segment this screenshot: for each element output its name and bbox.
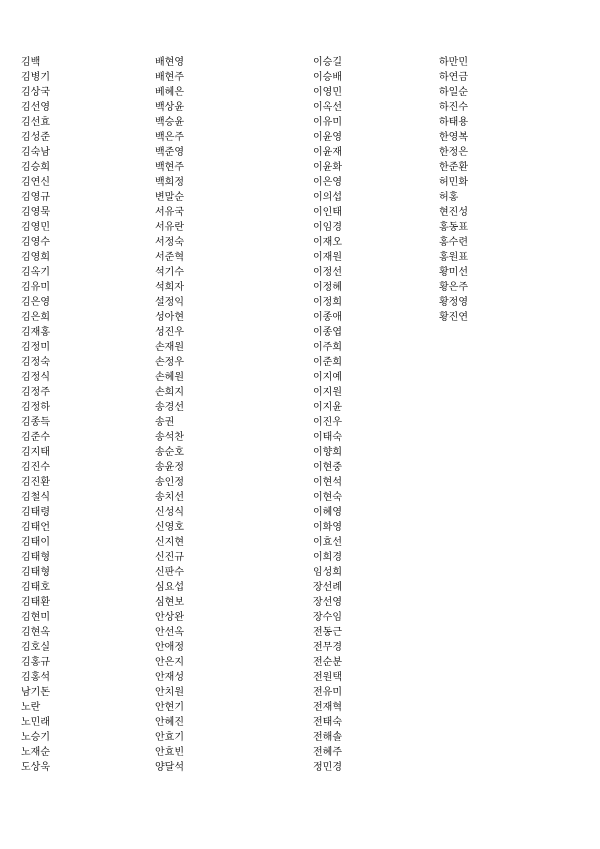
name-entry: 이화영 — [313, 522, 342, 533]
name-entry: 안은지 — [155, 657, 184, 668]
name-entry: 노승기 — [21, 732, 50, 743]
name-entry: 석희자 — [155, 282, 184, 293]
name-entry: 하진수 — [439, 102, 468, 113]
name-entry: 이현숙 — [313, 492, 342, 503]
name-entry: 송치선 — [155, 492, 184, 503]
name-entry: 이윤화 — [313, 162, 342, 173]
name-entry: 송권 — [155, 417, 175, 428]
name-entry: 김태이 — [21, 537, 50, 548]
name-entry: 전동근 — [313, 627, 342, 638]
name-entry: 김은영 — [21, 297, 50, 308]
name-entry: 김태환 — [21, 597, 50, 608]
name-entry: 김상국 — [21, 87, 50, 98]
name-entry: 전유미 — [313, 687, 342, 698]
name-entry: 안치원 — [155, 687, 184, 698]
name-entry: 안선옥 — [155, 627, 184, 638]
name-entry: 백승윤 — [155, 117, 184, 128]
name-entry: 장선영 — [313, 597, 342, 608]
name-entry: 이윤재 — [313, 147, 342, 158]
name-entry: 백준영 — [155, 147, 184, 158]
name-entry: 김병기 — [21, 72, 50, 83]
name-entry: 도상욱 — [21, 762, 50, 773]
name-entry: 황은주 — [439, 282, 468, 293]
name-entry: 손재원 — [155, 342, 184, 353]
name-entry: 김옥기 — [21, 267, 50, 278]
name-entry: 김태형 — [21, 552, 50, 563]
name-entry: 김태호 — [21, 582, 50, 593]
name-entry: 양달석 — [155, 762, 184, 773]
name-entry: 이현중 — [313, 462, 342, 473]
name-entry: 김유미 — [21, 282, 50, 293]
name-entry: 이태숙 — [313, 432, 342, 443]
name-entry: 서정숙 — [155, 237, 184, 248]
name-entry: 백현주 — [155, 162, 184, 173]
name-entry: 전태숙 — [313, 717, 342, 728]
name-entry: 홍동표 — [439, 222, 468, 233]
name-entry: 송윤정 — [155, 462, 184, 473]
name-entry: 김호실 — [21, 642, 50, 653]
name-column-2 — [155, 55, 184, 775]
name-entry: 손희지 — [155, 387, 184, 398]
name-entry: 안현기 — [155, 702, 184, 713]
name-entry: 전혜주 — [313, 747, 342, 758]
name-entry: 장수임 — [313, 612, 342, 623]
name-entry: 이은영 — [313, 177, 342, 188]
name-entry: 백상윤 — [155, 102, 184, 113]
name-entry: 김숙남 — [21, 147, 50, 158]
name-entry: 심현보 — [155, 597, 184, 608]
name-entry: 임성희 — [313, 567, 342, 578]
name-entry: 김지태 — [21, 447, 50, 458]
name-entry: 김철식 — [21, 492, 50, 503]
name-entry: 노란 — [21, 702, 41, 713]
name-entry: 김선효 — [21, 117, 50, 128]
name-entry: 전원택 — [313, 672, 342, 683]
name-entry: 한영복 — [439, 132, 468, 143]
name-entry: 노재순 — [21, 747, 50, 758]
name-entry: 김태령 — [21, 507, 50, 518]
name-entry: 김현미 — [21, 612, 50, 623]
name-entry: 홍수련 — [439, 237, 468, 248]
name-entry: 손혜원 — [155, 372, 184, 383]
name-entry: 황미선 — [439, 267, 468, 278]
name-entry: 안혜진 — [155, 717, 184, 728]
name-entry: 김성준 — [21, 132, 50, 143]
name-entry: 석기수 — [155, 267, 184, 278]
name-entry: 한준환 — [439, 162, 468, 173]
name-entry: 전무경 — [313, 642, 342, 653]
name-entry: 이진우 — [313, 417, 342, 428]
name-entry: 배현주 — [155, 72, 184, 83]
name-entry: 이지예 — [313, 372, 342, 383]
name-entry: 김승희 — [21, 162, 50, 173]
name-entry: 설정익 — [155, 297, 184, 308]
name-entry: 전재혁 — [313, 702, 342, 713]
name-entry: 이정혜 — [313, 282, 342, 293]
name-entry: 신지현 — [155, 537, 184, 548]
name-entry: 송인정 — [155, 477, 184, 488]
name-entry: 김홍석 — [21, 672, 50, 683]
name-entry: 전순분 — [313, 657, 342, 668]
name-entry: 전해솔 — [313, 732, 342, 743]
name-entry: 서유국 — [155, 207, 184, 218]
name-entry: 이승길 — [313, 57, 342, 68]
name-entry: 송순호 — [155, 447, 184, 458]
name-entry: 김은희 — [21, 312, 50, 323]
name-entry: 이종애 — [313, 312, 342, 323]
name-entry: 이옥선 — [313, 102, 342, 113]
name-entry: 이승배 — [313, 72, 342, 83]
name-entry: 이임경 — [313, 222, 342, 233]
name-entry: 김영민 — [21, 222, 50, 233]
name-entry: 이지원 — [313, 387, 342, 398]
name-entry: 이영민 — [313, 87, 342, 98]
name-entry: 서준혁 — [155, 252, 184, 263]
name-entry: 백은주 — [155, 132, 184, 143]
name-entry: 이재오 — [313, 237, 342, 248]
name-entry: 이준희 — [313, 357, 342, 368]
name-entry: 노민래 — [21, 717, 50, 728]
name-entry: 김태형 — [21, 567, 50, 578]
name-entry: 김종득 — [21, 417, 50, 428]
name-entry: 김정미 — [21, 342, 50, 353]
name-entry: 김재홍 — [21, 327, 50, 338]
name-entry: 김현옥 — [21, 627, 50, 638]
name-entry: 이효선 — [313, 537, 342, 548]
name-entry: 서유란 — [155, 222, 184, 233]
name-entry: 이혜영 — [313, 507, 342, 518]
name-entry: 이정희 — [313, 297, 342, 308]
name-entry: 김진환 — [21, 477, 50, 488]
name-entry: 안재성 — [155, 672, 184, 683]
name-entry: 남기돈 — [21, 687, 50, 698]
name-entry: 신성식 — [155, 507, 184, 518]
name-entry: 정민경 — [313, 762, 342, 773]
name-entry: 이향희 — [313, 447, 342, 458]
name-entry: 하태용 — [439, 117, 468, 128]
name-entry: 허홍 — [439, 192, 459, 203]
name-entry: 배현영 — [155, 57, 184, 68]
name-entry: 이현석 — [313, 477, 342, 488]
name-entry: 김연신 — [21, 177, 50, 188]
name-entry: 허민화 — [439, 177, 468, 188]
name-entry: 황정영 — [439, 297, 468, 308]
name-entry: 이윤영 — [313, 132, 342, 143]
name-entry: 신진규 — [155, 552, 184, 563]
name-entry: 이주희 — [313, 342, 342, 353]
name-entry: 하만민 — [439, 57, 468, 68]
name-entry: 하연금 — [439, 72, 468, 83]
name-entry: 심요섭 — [155, 582, 184, 593]
name-entry: 이정선 — [313, 267, 342, 278]
name-entry: 송석찬 — [155, 432, 184, 443]
name-column-1 — [21, 55, 50, 775]
name-entry: 황진연 — [439, 312, 468, 323]
name-entry: 안효기 — [155, 732, 184, 743]
name-entry: 홍원표 — [439, 252, 468, 263]
name-entry: 김선영 — [21, 102, 50, 113]
name-entry: 김태언 — [21, 522, 50, 533]
name-entry: 하일순 — [439, 87, 468, 98]
name-entry: 손정우 — [155, 357, 184, 368]
name-entry: 김정식 — [21, 372, 50, 383]
name-entry: 이종엽 — [313, 327, 342, 338]
name-entry: 신영호 — [155, 522, 184, 533]
name-entry: 성진우 — [155, 327, 184, 338]
name-entry: 김영희 — [21, 252, 50, 263]
name-entry: 안효빈 — [155, 747, 184, 758]
name-entry: 김정주 — [21, 387, 50, 398]
name-entry: 김정숙 — [21, 357, 50, 368]
name-entry: 장선례 — [313, 582, 342, 593]
name-column-3 — [313, 55, 342, 775]
name-entry: 이희경 — [313, 552, 342, 563]
name-entry: 안애정 — [155, 642, 184, 653]
name-entry: 한정은 — [439, 147, 468, 158]
name-entry: 송경선 — [155, 402, 184, 413]
name-entry: 백희정 — [155, 177, 184, 188]
name-entry: 베혜은 — [155, 87, 184, 98]
name-entry: 이재원 — [313, 252, 342, 263]
name-entry: 변말순 — [155, 192, 184, 203]
name-entry: 김영규 — [21, 192, 50, 203]
name-column-4 — [439, 55, 468, 325]
name-entry: 김영수 — [21, 237, 50, 248]
name-entry: 이의섭 — [313, 192, 342, 203]
name-entry: 김진수 — [21, 462, 50, 473]
name-entry: 이지윤 — [313, 402, 342, 413]
name-entry: 성아현 — [155, 312, 184, 323]
name-entry: 김홍규 — [21, 657, 50, 668]
name-entry: 신판수 — [155, 567, 184, 578]
name-entry: 김백 — [21, 57, 41, 68]
name-entry: 김정하 — [21, 402, 50, 413]
name-entry: 김준수 — [21, 432, 50, 443]
name-entry: 안상완 — [155, 612, 184, 623]
name-entry: 김영묵 — [21, 207, 50, 218]
name-entry: 이유미 — [313, 117, 342, 128]
name-entry: 현진성 — [439, 207, 468, 218]
name-entry: 이인태 — [313, 207, 342, 218]
